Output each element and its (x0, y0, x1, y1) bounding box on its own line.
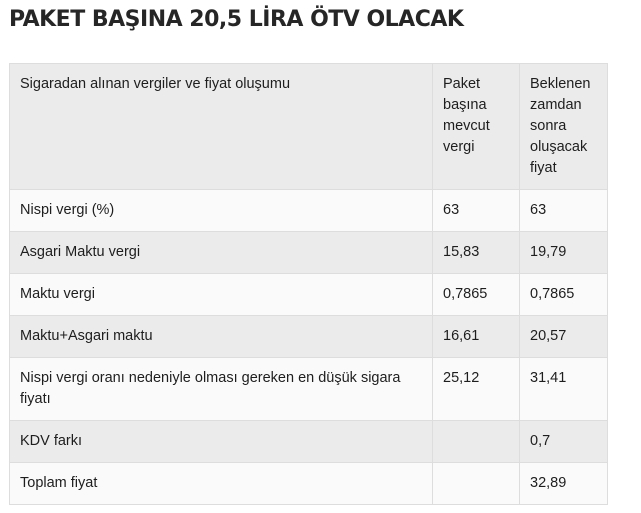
header-cell-current-tax: Paket başına mevcut vergi (433, 64, 520, 190)
header-cell-expected-price: Beklenen zamdan sonra oluşacak fiyat (520, 64, 608, 190)
expected-price-cell: 31,41 (520, 358, 608, 421)
current-tax-cell: 63 (433, 190, 520, 232)
table-row (10, 232, 608, 274)
table-row (10, 358, 608, 421)
current-tax-cell (433, 463, 520, 505)
current-tax-cell: 25,12 (433, 358, 520, 421)
table-row (10, 463, 608, 505)
row-label: KDV farkı (10, 421, 433, 463)
table-header-row (10, 64, 608, 190)
row-label: Asgari Maktu vergi (10, 232, 433, 274)
row-label: Toplam fiyat (10, 463, 433, 505)
expected-price-cell: 0,7 (520, 421, 608, 463)
table-row (10, 421, 608, 463)
expected-price-cell: 32,89 (520, 463, 608, 505)
expected-price-cell: 63 (520, 190, 608, 232)
current-tax-cell: 16,61 (433, 316, 520, 358)
current-tax-cell: 0,7865 (433, 274, 520, 316)
expected-price-cell: 20,57 (520, 316, 608, 358)
expected-price-cell: 0,7865 (520, 274, 608, 316)
current-tax-cell (433, 421, 520, 463)
article-heading: PAKET BAŞINA 20,5 LİRA ÖTV OLACAK (9, 7, 464, 32)
row-label: Nispi vergi (%) (10, 190, 433, 232)
tax-table (9, 63, 608, 505)
header-cell-description: Sigaradan alınan vergiler ve fiyat oluşumu (10, 64, 433, 190)
row-label: Maktu vergi (10, 274, 433, 316)
table-row (10, 274, 608, 316)
row-label: Maktu+Asgari maktu (10, 316, 433, 358)
table-row (10, 316, 608, 358)
table-row (10, 190, 608, 232)
expected-price-cell: 19,79 (520, 232, 608, 274)
current-tax-cell: 15,83 (433, 232, 520, 274)
row-label: Nispi vergi oranı nedeniyle olması gereken en düşük sigara fiyatı (10, 358, 433, 421)
